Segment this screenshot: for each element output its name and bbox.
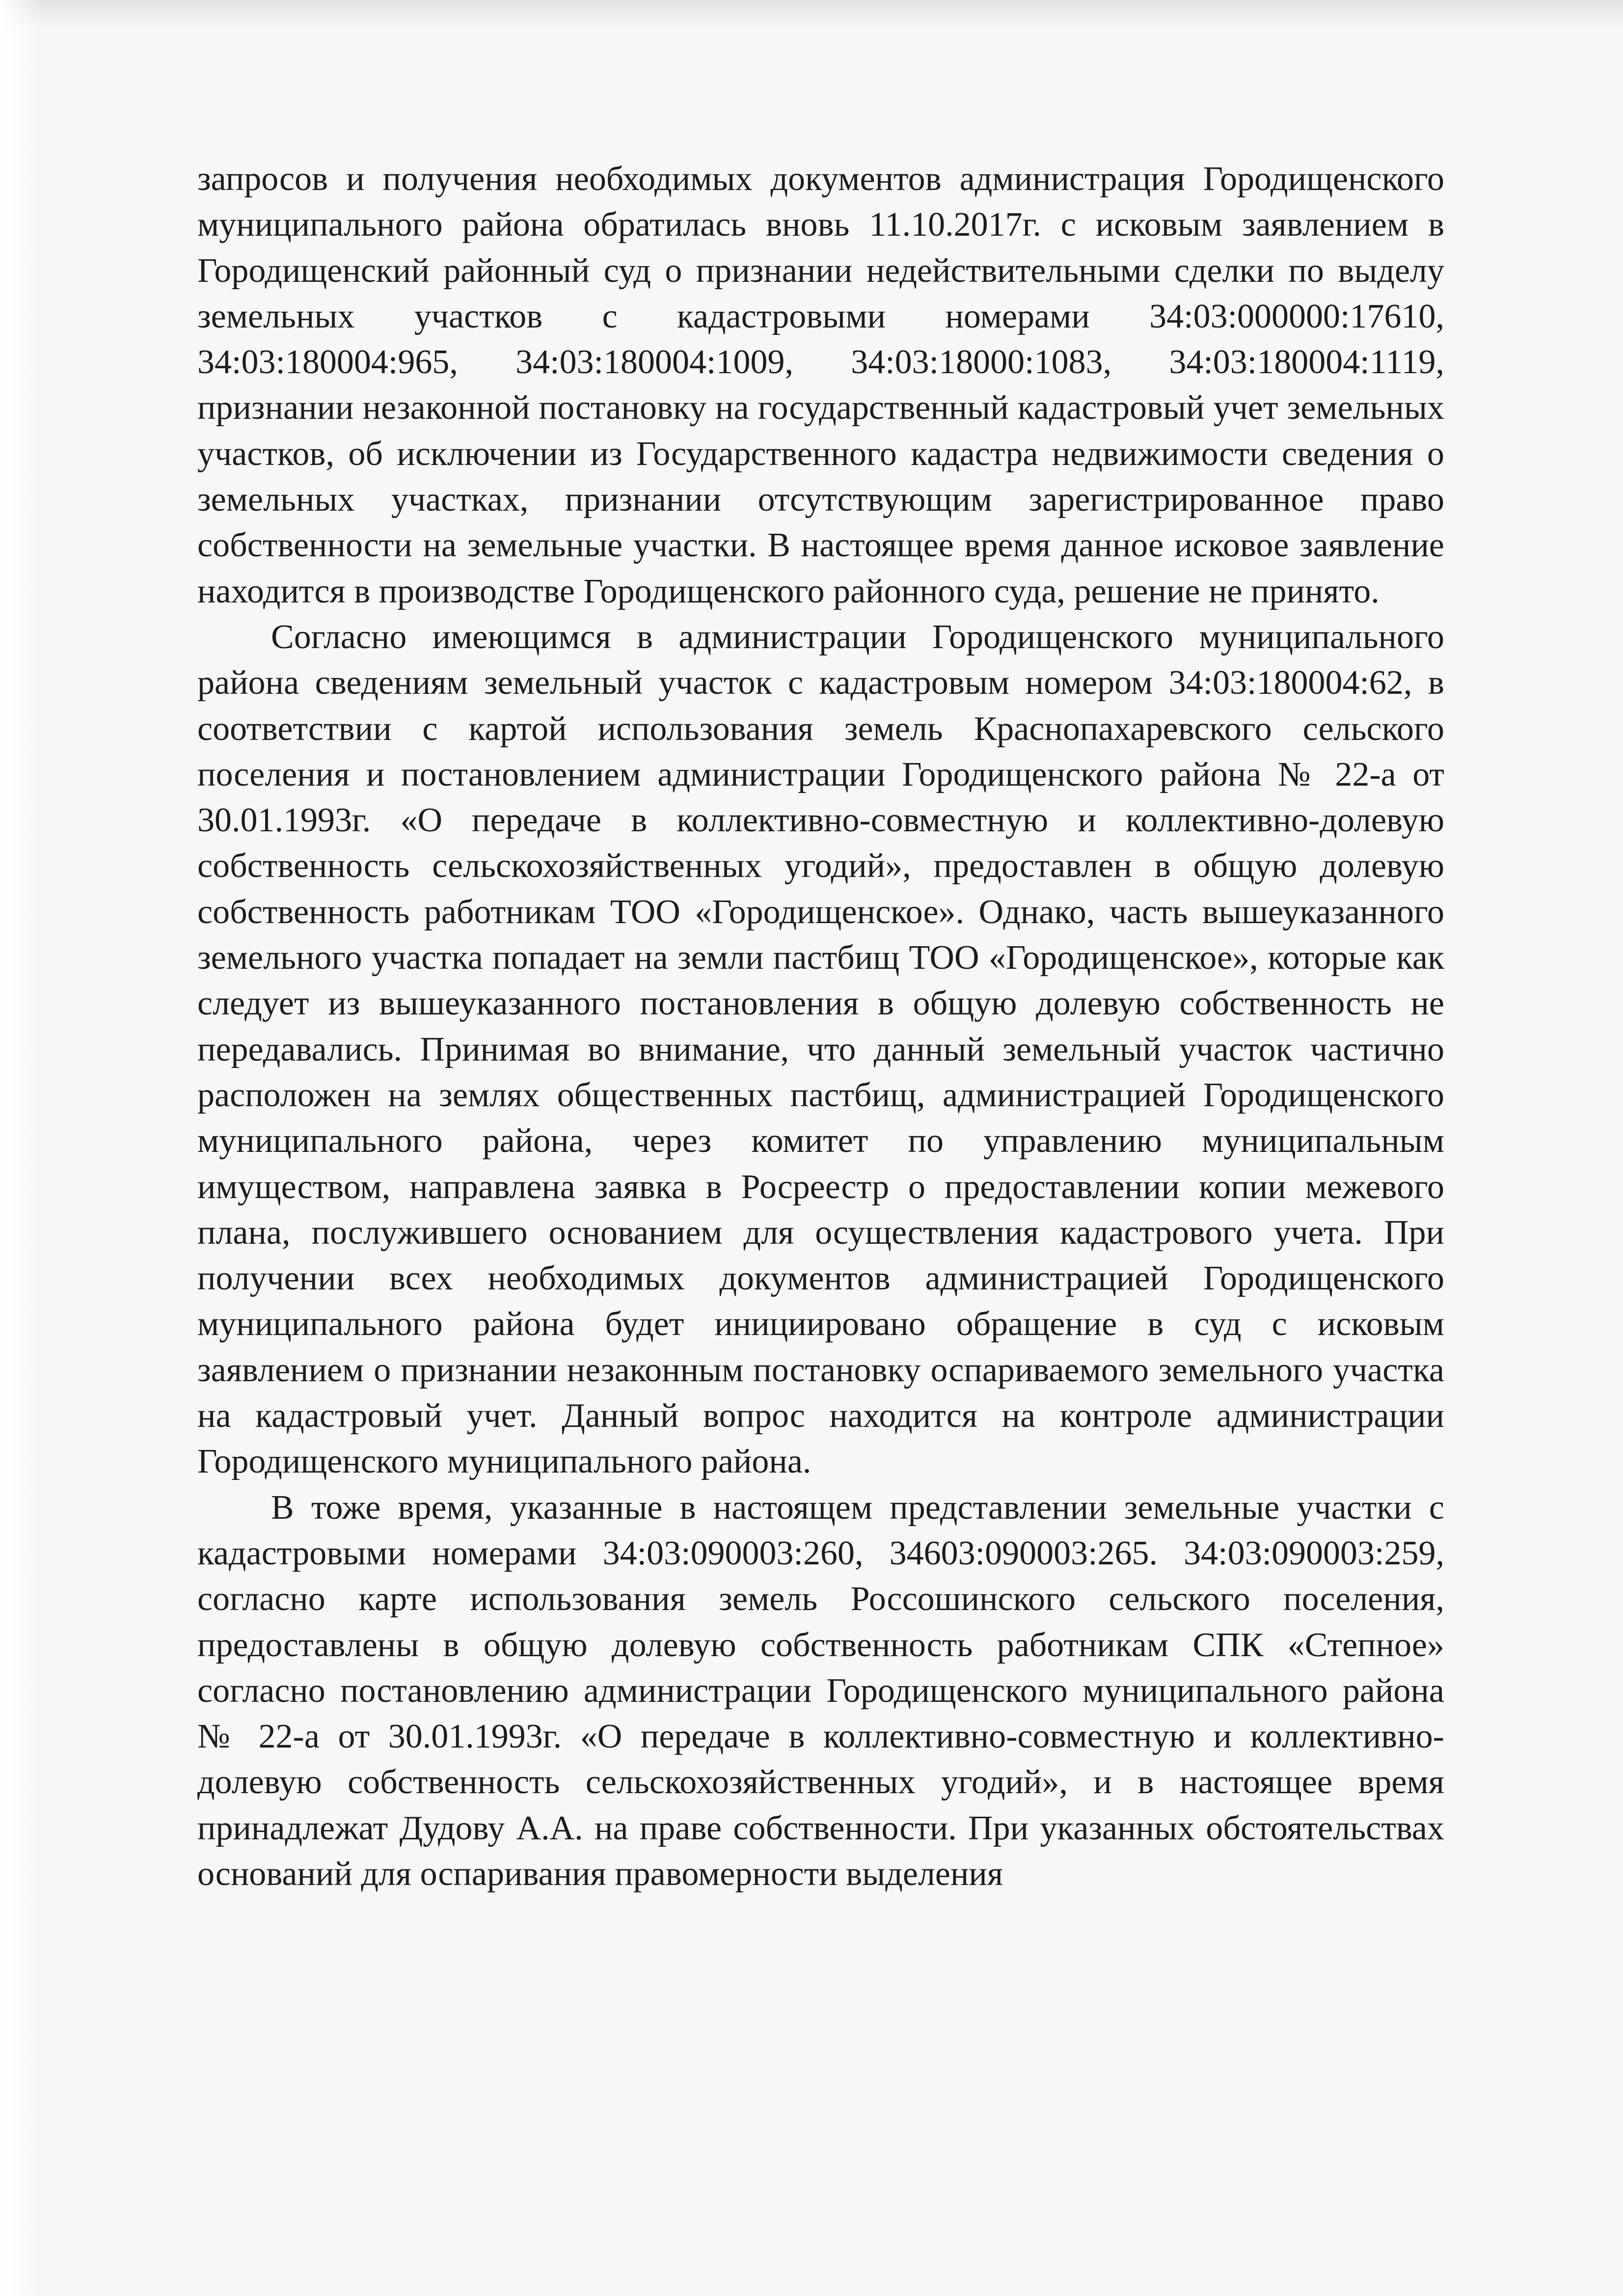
paragraph-1: запросов и получения необходимых документов администрация Городищенского муниципального района обратилась вновь 11.10.2017г. с исковым заявлением в Городищенский районный суд о признании недействительными сделки по выделу земельных участков с кадастровыми номерами 34:03:000000:17610, 34:03:180004:965, 34:03:180004:1009, 34:03:18000:1083, 34:03:180004:1119, признании незаконной постановку на государственный кадастровый учет земельных участков, об исключении из Государственного кадастра недвижимости сведения о земельных участках, признании отсутствующим зарегистрированное право собственности на земельные участки. В настоящее время данное исковое заявление находится в производстве Городищенского районного суда, решение не принято. (197, 160, 1444, 610)
scan-edge-left (0, 0, 44, 2296)
paragraph-3: В тоже время, указанные в настоящем представлении земельные участки с кадастровыми номерами 34:03:090003:260, 34603:090003:265. 34:03:090003:259, согласно карте использования земель Россошинского сельского поселения, предоставлены в общую долевую собственность работникам СПК «Степное» согласно постановлению администрации Городищенского муниципального района № 22-а от 30.01.1993г. «О передаче в коллективно-совместную и коллективно-долевую собственность сельскохозяйственных угодий», и в настоящее время принадлежат Дудову А.А. на праве собственности. При указанных обстоятельствах оснований для оспаривания правомерности выделения (197, 1488, 1444, 1893)
scan-edge-shadow (0, 0, 1623, 29)
paragraph-2: Согласно имеющимся в администрации Городищенского муниципального района сведениям земельный участок с кадастровым номером 34:03:180004:62, в соответствии с картой использования земель Краснопахаревского сельского поселения и постановлением администрации Городищенского района № 22-а от 30.01.1993г. «О передаче в коллективно-совместную и коллективно-долевую собственность сельскохозяйственных угодий», предоставлен в общую долевую собственность работникам ТОО «Городищенское». Однако, часть вышеуказанного земельного участка попадает на земли пастбищ ТОО «Городищенское», которые как следует из вышеуказанного постановления в общую долевую собственность не передавались. Принимая во внимание, что данный земельный участок частично расположен на землях общественных пастбищ, администрацией Городищенского муниципального района, через комитет по управлению муниципальным имуществом, направлена заявка в Росреестр о предоставлении копии межевого плана, послужившего основанием для осуществления кадастрового учета. При получении всех необходимых документов администрацией Городищенского муниципального района будет инициировано обращение в суд с исковым заявлением о признании незаконным постановку оспариваемого земельного участка на кадастровый учет. Данный вопрос находится на контроле администрации Городищенского муниципального района. (197, 618, 1444, 1481)
document-body (197, 156, 1444, 1897)
